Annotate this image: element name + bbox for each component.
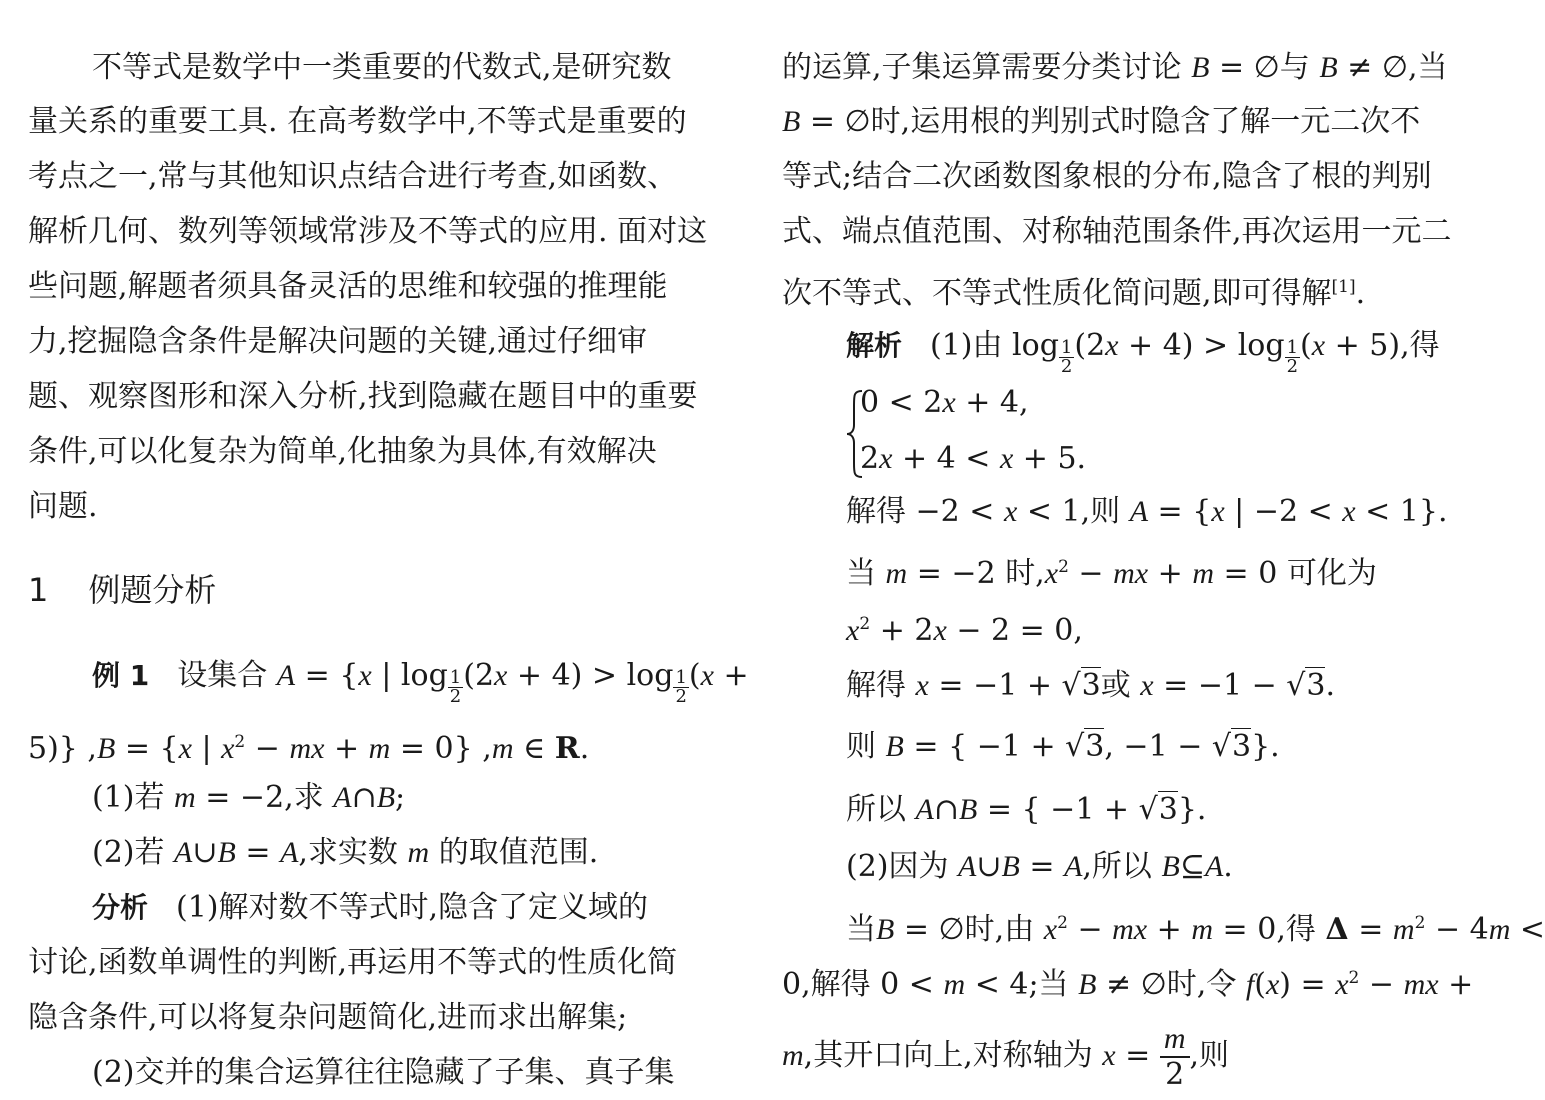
solution-line: 解析 (1)由 log $_{\frac{1}{2}}$ (2x + 4) > log $_{\frac{1}{2}}$ (x + 5),得	[846, 328, 1440, 377]
analysis-line: 隐含条件,可以将复杂问题简化,进而求出解集;	[28, 1000, 628, 1035]
solution-step: 解得 −2 < x < 1,则 A = {x | −2 < x < 1}.	[846, 494, 1448, 529]
solution-step: m,其开口向上,对称轴为 x = $\frac{m}{2}$ ,则	[782, 1022, 1230, 1092]
intro-line: 些问题,解题者须具备灵活的思维和较强的推理能	[28, 269, 668, 304]
continuation-line: 次不等式、不等式性质化简问题,即可得解[1].	[782, 276, 1366, 311]
analysis-label: 分析	[92, 891, 149, 924]
left-column	[28, 0, 749, 1100]
citation: [1]	[1331, 277, 1356, 297]
solution-step: 当 m = −2 时$,x^2$ − mx + m = 0 可化为	[846, 556, 1377, 591]
intro-line: 力,挖掘隐含条件是解决问题的关键,通过仔细审	[28, 324, 648, 359]
section-title: 例题分析	[88, 571, 217, 609]
solution-step: 解得 x = −1 + √3或 x = −1 − √3.	[846, 668, 1336, 703]
continuation-line: B = ∅时,运用根的判别式时隐含了解一元二次不	[782, 104, 1421, 139]
analysis-line: (2)交并的集合运算往往隐藏了子集、真子集	[92, 1055, 675, 1090]
question-part-2: (2)若 A∪B = A,求实数 m 的取值范围.	[92, 835, 599, 870]
solution-step: 当B = ∅时,由 $x^2$ − mx + m = 0,得 $\Delta = m^2 - 4m$ <	[846, 912, 1545, 947]
section-heading	[28, 570, 216, 614]
example-label: 例 1	[92, 659, 150, 692]
continuation-line: 式、端点值范围、对称轴范围条件,再次运用一元二	[782, 214, 1452, 249]
intro-line: 不等式是数学中一类重要的代数式,是研究数	[92, 50, 672, 85]
continuation-line: 等式;结合二次函数图象根的分布,隐含了根的判别	[782, 159, 1432, 194]
example-line: 例 1 设集合 A = {x | log $_{\frac{1}{2}}$ (2x + 4) > log $_{\frac{1}{2}}$ (x +	[92, 658, 749, 707]
solution-step: $x^2 + 2x - 2 = 0$,	[846, 613, 1083, 648]
solution-step: (2)因为 A∪B = A,所以 B⊆A.	[846, 849, 1233, 884]
analysis-line: 分析 (1)解对数不等式时,隐含了定义域的	[92, 890, 649, 925]
intro-line: 题、观察图形和深入分析,找到隐藏在题目中的重要	[28, 379, 698, 414]
section-number: 1	[28, 571, 49, 609]
solution-label: 解析	[846, 329, 903, 362]
example-intro: 设集合	[177, 658, 268, 693]
intro-line: 解析几何、数列等领域常涉及不等式的应用. 面对这	[28, 214, 708, 249]
right-column: 的运算,子集运算需要分类讨论 B = ∅与 B ≠ ∅,当 B = ∅时,运用根的判别式时隐含了解一元二次不 等式;结合二次函数图象根的分布,隐含了根的判别 式、端点值范围、对称轴范围条件,再次运用一元二 次不等式、不等式性质化简问题,即可得解[1]. 解析 (1)由 log $_{\frac{1}{2}}$ (2x + 4) > log $_{\frac{1}{2}}$ (x + 5),得 0 < 2x + 4, 2x + 4 < x + 5. 解得 −2 < x < 1,则 A = {x | −2 < x < 1}. 当 m = −2 时$,x^2$ − mx + m = 0 可化为 $x^2 + 2x - 2 = 0$, 解得 x = −1 + √3或 x = −1 − √3. 则 B = { −1 + √3, −1 − √3}. 所以 A∩B = { −1 + √3}. (2)因为 A∪B = A,所以 B⊆A. 当B = ∅时,由 $x^2$ − mx + m = 0,得 $\Delta = m^2 - 4m$ < 0,解得 0 < m < 4;当 B ≠ ∅时,令 $f(x) = x^2$ − mx + m,其开口向上,对称轴为 x = $\frac{m}{2}$ ,则	[782, 50, 1545, 1092]
intro-line: 考点之一,常与其他知识点结合进行考查,如函数、	[28, 159, 678, 194]
intro-line: 条件,可以化复杂为简单,化抽象为具体,有效解决	[28, 434, 657, 469]
solution-step: 0,解得 0 < m < 4;当 B ≠ ∅时,令 $f(x) = x^2$ − mx +	[782, 967, 1474, 1002]
question-part-1: (1)若 m = −2,求 A∩B;	[92, 780, 406, 815]
intro-line: 问题.	[28, 489, 98, 524]
intro-line: 量关系的重要工具. 在高考数学中,不等式是重要的	[28, 104, 687, 139]
example-line-2: 5)} ,B = {x | $x^2$ − mx + m = 0} ,m ∈ R.	[28, 731, 590, 766]
continuation-line: 的运算,子集运算需要分类讨论 B = ∅与 B ≠ ∅,当	[782, 50, 1448, 85]
solution-step: 所以 A∩B = { −1 + √3}.	[846, 792, 1207, 827]
analysis-line: 讨论,函数单调性的判断,再运用不等式的性质化简	[28, 945, 678, 980]
solution-step: 则 B = { −1 + √3, −1 − √3}.	[846, 729, 1280, 764]
